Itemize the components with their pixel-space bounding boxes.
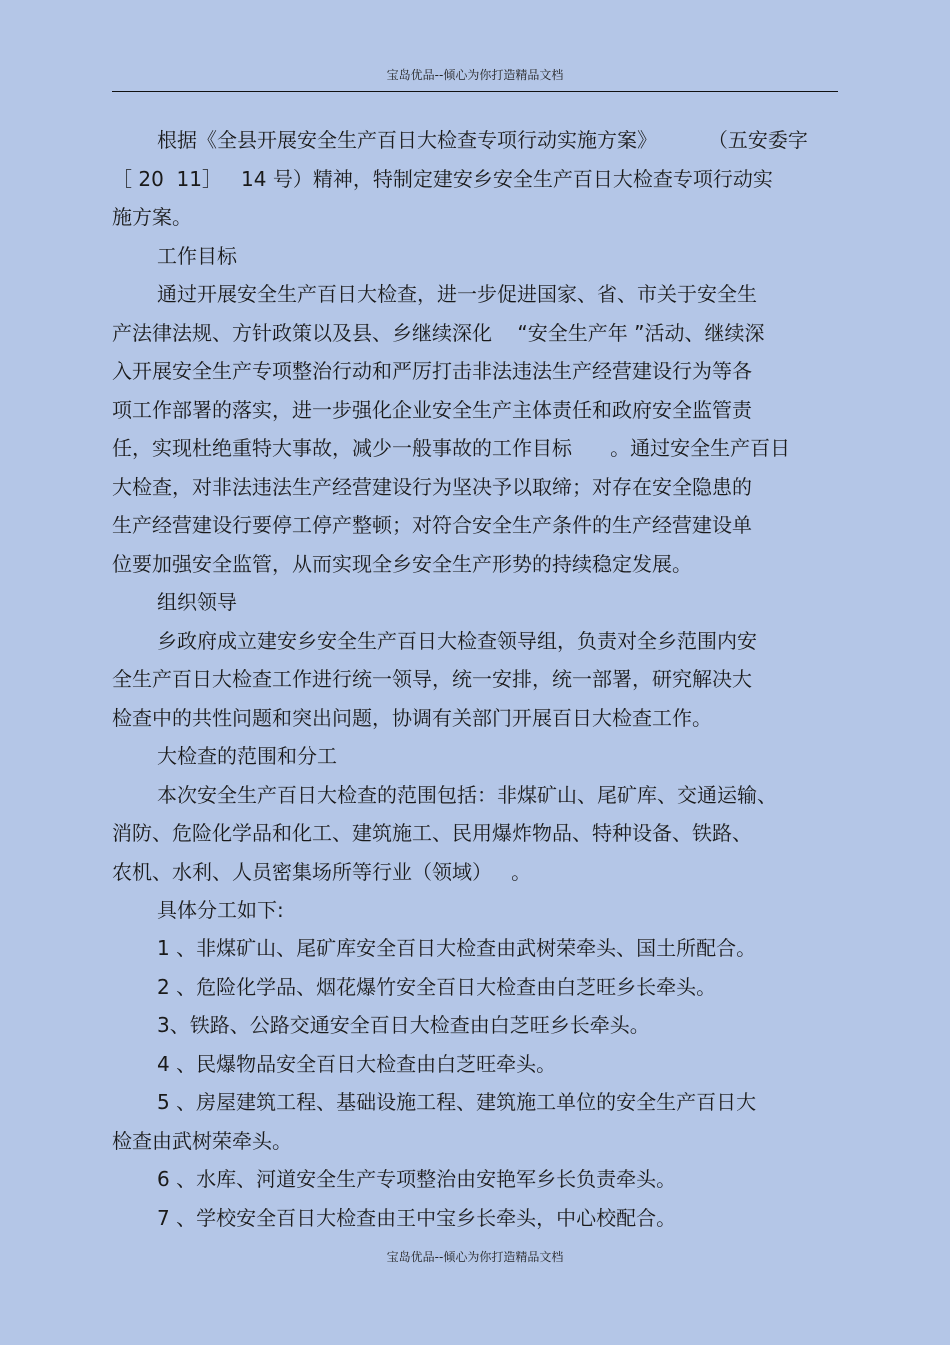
- header-divider: [112, 91, 838, 92]
- body-line: 施方案。: [112, 205, 192, 229]
- body-line: 生产经营建设行要停工停产整顿；对符合安全生产条件的生产经营建设单: [112, 513, 752, 537]
- body-line: 产法律法规、方针政策以及县、乡继续深化 “安全生产年 ”活动、继续深: [112, 321, 765, 345]
- page-footer: 宝岛优品--倾心为你打造精品文档: [386, 1250, 564, 1264]
- page-header: 宝岛优品--倾心为你打造精品文档: [386, 68, 564, 82]
- list-item: 4 、民爆物品安全百日大检查由白芝旺牵头。: [157, 1052, 557, 1076]
- body-line: 入开展安全生产专项整治行动和严厉打击非法违法生产经营建设行为等各: [112, 359, 752, 383]
- section-heading: 工作目标: [157, 244, 237, 268]
- list-item-continuation: 检查由武树荣牵头。: [112, 1129, 292, 1153]
- body-line: 乡政府成立建安乡安全生产百日大检查领导组，负责对全乡范围内安: [157, 629, 757, 653]
- list-item: 3、铁路、公路交通安全百日大检查由白芝旺乡长牵头。: [157, 1013, 650, 1037]
- body-line: 消防、危险化学品和化工、建筑施工、民用爆炸物品、特种设备、铁路、: [112, 821, 752, 845]
- body-line: 大检查，对非法违法生产经营建设行为坚决予以取缔；对存在安全隐患的: [112, 475, 752, 499]
- list-item: 6 、水库、河道安全生产专项整治由安艳军乡长负责牵头。: [157, 1167, 677, 1191]
- list-item: 5 、房屋建筑工程、基础设施工程、建筑施工单位的安全生产百日大: [157, 1090, 757, 1114]
- body-line: 项工作部署的落实，进一步强化企业安全生产主体责任和政府安全监管责: [112, 398, 752, 422]
- body-line: 任，实现杜绝重特大事故，减少一般事故的工作目标 。通过安全生产百日: [112, 436, 791, 460]
- body-line: 位要加强安全监管，从而实现全乡安全生产形势的持续稳定发展。: [112, 552, 692, 576]
- body-line: 根据《全县开展安全生产百日大检查专项行动实施方案》 （五安委字: [157, 128, 808, 152]
- body-line: 通过开展安全生产百日大检查，进一步促进国家、省、市关于安全生: [157, 282, 757, 306]
- list-item: 7 、学校安全百日大检查由王中宝乡长牵头，中心校配合。: [157, 1206, 677, 1230]
- list-item: 1 、非煤矿山、尾矿库安全百日大检查由武树荣牵头、国土所配合。: [157, 936, 757, 960]
- body-line: ［ 20 11］ 14 号）精神，特制定建安乡安全生产百日大检查专项行动实: [112, 167, 773, 191]
- section-heading: 组织领导: [157, 590, 237, 614]
- body-line: 具体分工如下:: [157, 898, 284, 922]
- section-heading: 大检查的范围和分工: [157, 744, 337, 768]
- body-line: 全生产百日大检查工作进行统一领导，统一安排，统一部署，研究解决大: [112, 667, 752, 691]
- body-line: 农机、水利、人员密集场所等行业（领域） 。: [112, 860, 532, 884]
- list-item: 2 、危险化学品、烟花爆竹安全百日大检查由白芝旺乡长牵头。: [157, 975, 717, 999]
- body-line: 本次安全生产百日大检查的范围包括：非煤矿山、尾矿库、交通运输、: [157, 783, 777, 807]
- body-line: 检查中的共性问题和突出问题，协调有关部门开展百日大检查工作。: [112, 706, 712, 730]
